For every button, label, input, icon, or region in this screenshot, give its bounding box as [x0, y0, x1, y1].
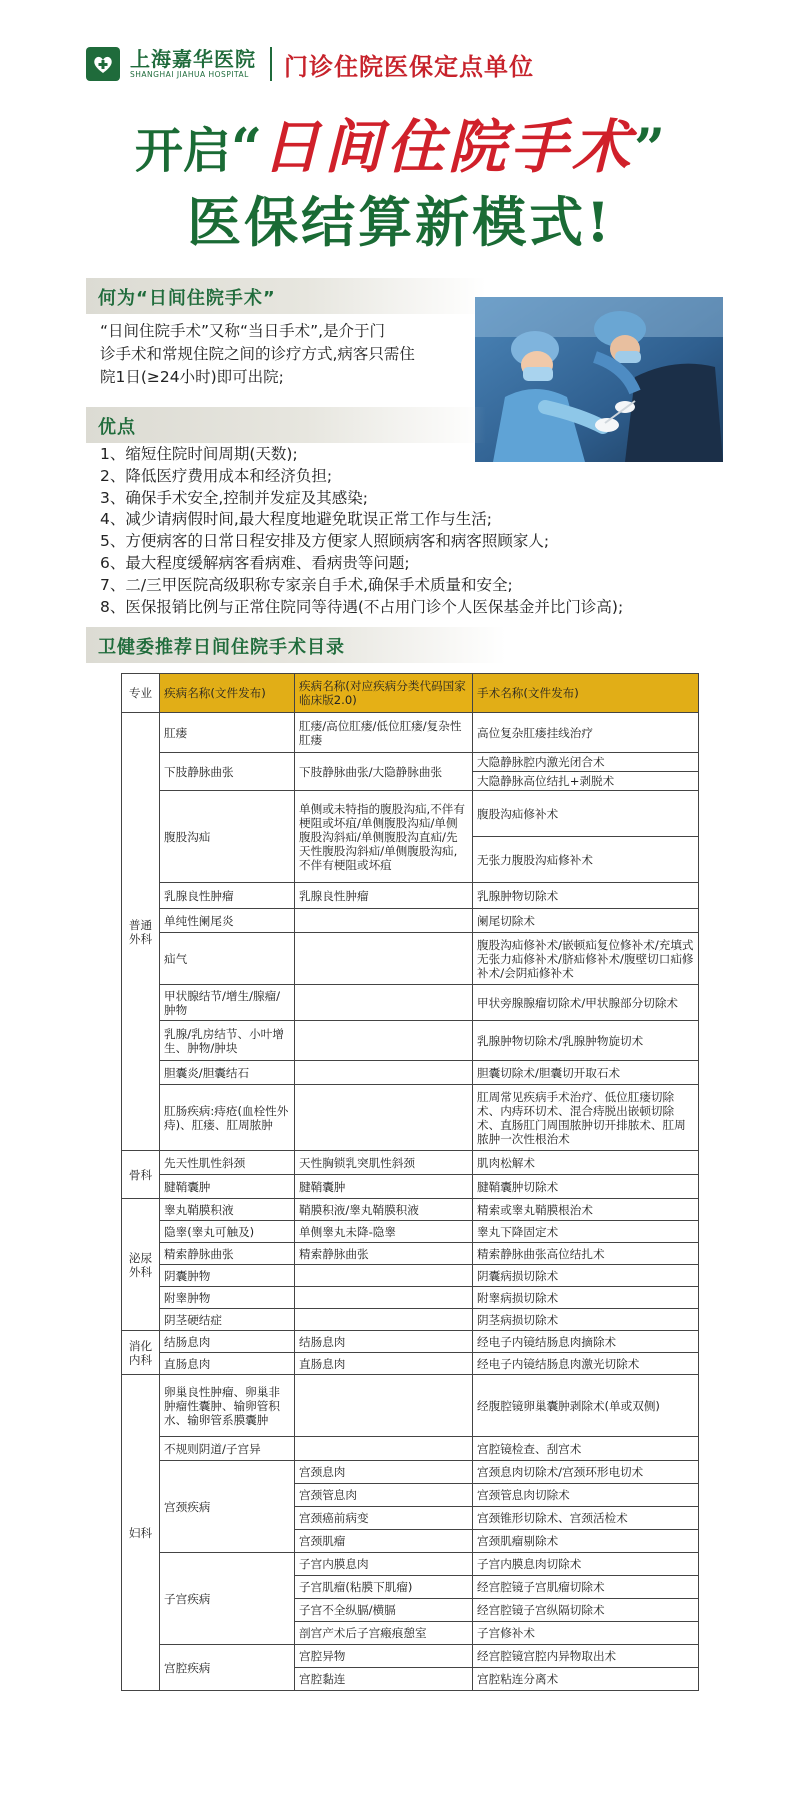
surgery-cell: 经电子内镜结肠息肉激光切除术	[473, 1353, 699, 1375]
classification-cell	[295, 933, 473, 985]
classification-cell: 剖宫产术后子宫瘢痕憩室	[295, 1622, 473, 1645]
classification-cell: 天性胸锁乳突肌性斜颈	[295, 1151, 473, 1175]
hero-title-line2: 医保结算新模式!	[187, 190, 613, 254]
classification-cell	[295, 1085, 473, 1151]
disease-cell: 乳腺良性肿瘤	[160, 883, 295, 909]
classification-cell: 直肠息肉	[295, 1353, 473, 1375]
disease-cell: 下肢静脉曲张	[160, 753, 295, 791]
disease-cell: 腹股沟疝	[160, 791, 295, 883]
advantages-list	[100, 444, 740, 618]
table-row	[122, 883, 699, 909]
classification-cell: 子宫肌瘤(粘膜下肌瘤)	[295, 1576, 473, 1599]
surgery-cell: 宫颈锥形切除术、宫颈活检术	[473, 1507, 699, 1530]
brand-name-cn: 上海嘉华医院	[130, 47, 256, 71]
surgery-cell: 子宫修补术	[473, 1622, 699, 1645]
surgery-cell: 乳腺肿物切除术/乳腺肿物旋切术	[473, 1021, 699, 1061]
surgery-cell: 精索或睾丸鞘膜根治术	[473, 1199, 699, 1221]
advantage-item: 4、减少请病假时间,最大程度地避免耽误正常工作与生活;	[100, 510, 493, 529]
table-row	[122, 1309, 699, 1331]
section-advantages-title: 优点	[98, 417, 136, 438]
header-divider	[270, 47, 272, 81]
disease-cell: 肛瘘	[160, 713, 295, 753]
disease-cell: 甲状腺结节/增生/腺瘤/肿物	[160, 985, 295, 1021]
classification-cell	[295, 1287, 473, 1309]
disease-cell: 宫腔疾病	[160, 1645, 295, 1691]
what-line-3: 院1日(≥24小时)即可出院;	[100, 368, 284, 386]
disease-cell: 腱鞘囊肿	[160, 1175, 295, 1199]
advantage-item: 1、缩短住院时间周期(天数);	[100, 445, 298, 463]
table-row	[122, 1287, 699, 1309]
disease-cell: 隐睾(睾丸可触及)	[160, 1221, 295, 1243]
classification-cell	[295, 1437, 473, 1461]
section-what-title: 何为“日间住院手术”	[98, 288, 276, 309]
hero-prefix: 开启	[134, 123, 231, 179]
header-classification: 疾病名称(对应疾病分类代码国家临床版2.0)	[295, 674, 473, 713]
hospital-logo-icon	[86, 47, 120, 81]
surgery-cell: 宫颈息肉切除术/宫颈环形电切术	[473, 1461, 699, 1484]
table-row	[122, 909, 699, 933]
dept-cell: 骨科	[122, 1151, 160, 1199]
table-row	[122, 713, 699, 753]
surgery-cell: 大隐静脉腔内激光闭合术	[473, 753, 699, 772]
disease-cell: 卵巢良性肿瘤、卵巢非肿瘤性囊肿、输卵管积水、输卵管系膜囊肿	[160, 1375, 295, 1437]
table-row	[122, 1085, 699, 1151]
surgery-cell: 附睾病损切除术	[473, 1287, 699, 1309]
disease-cell: 胆囊炎/胆囊结石	[160, 1061, 295, 1085]
surgery-cell: 宫颈肌瘤剔除术	[473, 1530, 699, 1553]
surgery-cell: 阴囊病损切除术	[473, 1265, 699, 1287]
hero-highlight: 日间住院手术	[262, 113, 635, 181]
table-row	[122, 1553, 699, 1576]
classification-cell: 子宫不全纵膈/横膈	[295, 1599, 473, 1622]
section-what-body	[100, 320, 470, 389]
surgery-cell: 经宫腔镜子宫肌瘤切除术	[473, 1576, 699, 1599]
table-row	[122, 985, 699, 1021]
table-row	[122, 1221, 699, 1243]
surgery-cell: 大隐静脉高位结扎+剥脱术	[473, 772, 699, 791]
classification-cell: 宫颈管息肉	[295, 1484, 473, 1507]
disease-cell: 阴茎硬结症	[160, 1309, 295, 1331]
table-row	[122, 1375, 699, 1437]
disease-cell: 直肠息肉	[160, 1353, 295, 1375]
disease-cell: 子宫疾病	[160, 1553, 295, 1645]
classification-cell	[295, 909, 473, 933]
surgery-cell: 腱鞘囊肿切除术	[473, 1175, 699, 1199]
surgery-cell: 宫腔镜检查、刮宫术	[473, 1437, 699, 1461]
classification-cell: 宫颈息肉	[295, 1461, 473, 1484]
advantage-item: 7、二/三甲医院高级职称专家亲自手术,确保手术质量和安全;	[100, 575, 513, 594]
classification-cell: 腱鞘囊肿	[295, 1175, 473, 1199]
section-advantages-header	[86, 407, 486, 443]
classification-cell: 乳腺良性肿瘤	[295, 883, 473, 909]
dept-cell: 消化内科	[122, 1331, 160, 1375]
surgery-cell: 睾丸下降固定术	[473, 1221, 699, 1243]
disease-cell: 肛肠疾病:痔疮(血栓性外痔)、肛瘘、肛周脓肿	[160, 1085, 295, 1151]
classification-cell	[295, 1061, 473, 1085]
what-line-1: “日间住院手术”又称“当日手术”,是介于门	[100, 322, 386, 340]
classification-cell	[295, 1309, 473, 1331]
surgery-cell: 阴茎病损切除术	[473, 1309, 699, 1331]
disease-cell: 疝气	[160, 933, 295, 985]
section-what-header	[86, 278, 486, 314]
dept-cell: 普通外科	[122, 713, 160, 1151]
classification-cell: 宫颈癌前病变	[295, 1507, 473, 1530]
table-row	[122, 753, 699, 772]
brand-name-en: SHANGHAI JIAHUA HOSPITAL	[130, 70, 249, 79]
surgery-cell: 胆囊切除术/胆囊切开取石术	[473, 1061, 699, 1085]
classification-cell: 结肠息肉	[295, 1331, 473, 1353]
dept-cell: 泌尿外科	[122, 1199, 160, 1331]
advantage-item: 5、方便病客的日常日程安排及方便家人照顾病客和病客照顾家人;	[100, 532, 550, 551]
table-row	[122, 1437, 699, 1461]
disease-cell: 宫颈疾病	[160, 1461, 295, 1553]
surgery-cell: 腹股沟疝修补术	[473, 791, 699, 837]
surgery-photo	[475, 297, 723, 462]
table-row	[122, 1265, 699, 1287]
surgery-cell: 经腹腔镜卵巢囊肿剥除术(单或双侧)	[473, 1375, 699, 1437]
surgery-catalog-table	[121, 673, 699, 1691]
table-row	[122, 1243, 699, 1265]
surgery-cell: 阑尾切除术	[473, 909, 699, 933]
hospital-header	[86, 44, 534, 84]
surgery-cell: 腹股沟疝修补术/嵌顿疝复位修补术/充填式无张力疝修补术/脐疝修补术/腹壁切口疝修补术/会阴疝修补术	[473, 933, 699, 985]
classification-cell: 鞘膜积液/睾丸鞘膜积液	[295, 1199, 473, 1221]
surgery-cell: 经宫腔镜宫腔内异物取出术	[473, 1645, 699, 1668]
surgery-cell: 精索静脉曲张高位结扎术	[473, 1243, 699, 1265]
classification-cell: 精索静脉曲张	[295, 1243, 473, 1265]
classification-cell: 下肢静脉曲张/大隐静脉曲张	[295, 753, 473, 791]
header-tagline: 门诊住院医保定点单位	[284, 52, 534, 81]
table-row	[122, 1151, 699, 1175]
table-row	[122, 933, 699, 985]
table-row	[122, 1331, 699, 1353]
classification-cell: 宫腔异物	[295, 1645, 473, 1668]
header-dept: 专业	[122, 674, 160, 713]
dept-cell: 妇科	[122, 1375, 160, 1691]
surgery-cell: 无张力腹股沟疝修补术	[473, 837, 699, 883]
classification-cell: 肛瘘/高位肛瘘/低位肛瘘/复杂性肛瘘	[295, 713, 473, 753]
brand-name	[130, 48, 256, 80]
disease-cell: 不规则阴道/子宫异	[160, 1437, 295, 1461]
disease-cell: 睾丸鞘膜积液	[160, 1199, 295, 1221]
table-row	[122, 1353, 699, 1375]
classification-cell: 子宫内膜息肉	[295, 1553, 473, 1576]
table-header-row	[122, 674, 699, 713]
classification-cell: 单侧或未特指的腹股沟疝,不伴有梗阻或坏疽/单侧腹股沟疝/单侧腹股沟斜疝/单侧腹股沟直疝/先天性腹股沟斜疝/单侧腹股沟疝,不伴有梗阻或坏疽	[295, 791, 473, 883]
classification-cell	[295, 1265, 473, 1287]
table-row	[122, 1061, 699, 1085]
advantage-item: 2、降低医疗费用成本和经济负担;	[100, 466, 333, 485]
hero-title-line1	[0, 100, 800, 184]
classification-cell	[295, 985, 473, 1021]
surgery-cell: 经宫腔镜子宫纵隔切除术	[473, 1599, 699, 1622]
disease-cell: 结肠息肉	[160, 1331, 295, 1353]
classification-cell: 宫腔黏连	[295, 1668, 473, 1691]
classification-cell: 宫颈肌瘤	[295, 1530, 473, 1553]
disease-cell: 乳腺/乳房结节、小叶增生、肿物/肿块	[160, 1021, 295, 1061]
classification-cell	[295, 1375, 473, 1437]
surgery-cell: 高位复杂肛瘘挂线治疗	[473, 713, 699, 753]
table-row	[122, 791, 699, 837]
disease-cell: 阴囊肿物	[160, 1265, 295, 1287]
surgery-cell: 宫颈管息肉切除术	[473, 1484, 699, 1507]
hero-close-quote: ”	[634, 116, 666, 180]
hero-open-quote: “	[230, 116, 262, 180]
classification-cell	[295, 1021, 473, 1061]
disease-cell: 附睾肿物	[160, 1287, 295, 1309]
table-row	[122, 1175, 699, 1199]
surgery-cell: 肛周常见疾病手术治疗、低位肛瘘切除术、内痔环切术、混合痔脱出嵌顿切除术、直肠肛门周围脓肿切开排脓术、肛周脓肿一次性根治术	[473, 1085, 699, 1151]
surgery-cell: 乳腺肿物切除术	[473, 883, 699, 909]
section-catalog-title: 卫健委推荐日间住院手术目录	[98, 637, 345, 658]
surgery-cell: 肌肉松解术	[473, 1151, 699, 1175]
table-row	[122, 1199, 699, 1221]
surgery-cell: 宫腔粘连分离术	[473, 1668, 699, 1691]
table-row	[122, 1461, 699, 1484]
classification-cell: 单侧睾丸未降-隐睾	[295, 1221, 473, 1243]
disease-cell: 精索静脉曲张	[160, 1243, 295, 1265]
advantage-item: 8、医保报销比例与正常住院同等待遇(不占用门诊个人医保基金并比门诊高);	[100, 597, 624, 616]
header-disease: 疾病名称(文件发布)	[160, 674, 295, 713]
section-catalog-header	[86, 627, 506, 663]
header-surgery: 手术名称(文件发布)	[473, 674, 699, 713]
surgery-cell: 子宫内膜息肉切除术	[473, 1553, 699, 1576]
disease-cell: 单纯性阑尾炎	[160, 909, 295, 933]
advantage-item: 6、最大程度缓解病客看病难、看病贵等问题;	[100, 553, 410, 572]
table-row	[122, 1645, 699, 1668]
table-row	[122, 1021, 699, 1061]
disease-cell: 先天性肌性斜颈	[160, 1151, 295, 1175]
surgery-cell: 经电子内镜结肠息肉摘除术	[473, 1331, 699, 1353]
surgery-cell: 甲状旁腺腺瘤切除术/甲状腺部分切除术	[473, 985, 699, 1021]
what-line-2: 诊手术和常规住院之间的诊疗方式,病客只需住	[100, 345, 415, 363]
advantage-item: 3、确保手术安全,控制并发症及其感染;	[100, 488, 369, 507]
